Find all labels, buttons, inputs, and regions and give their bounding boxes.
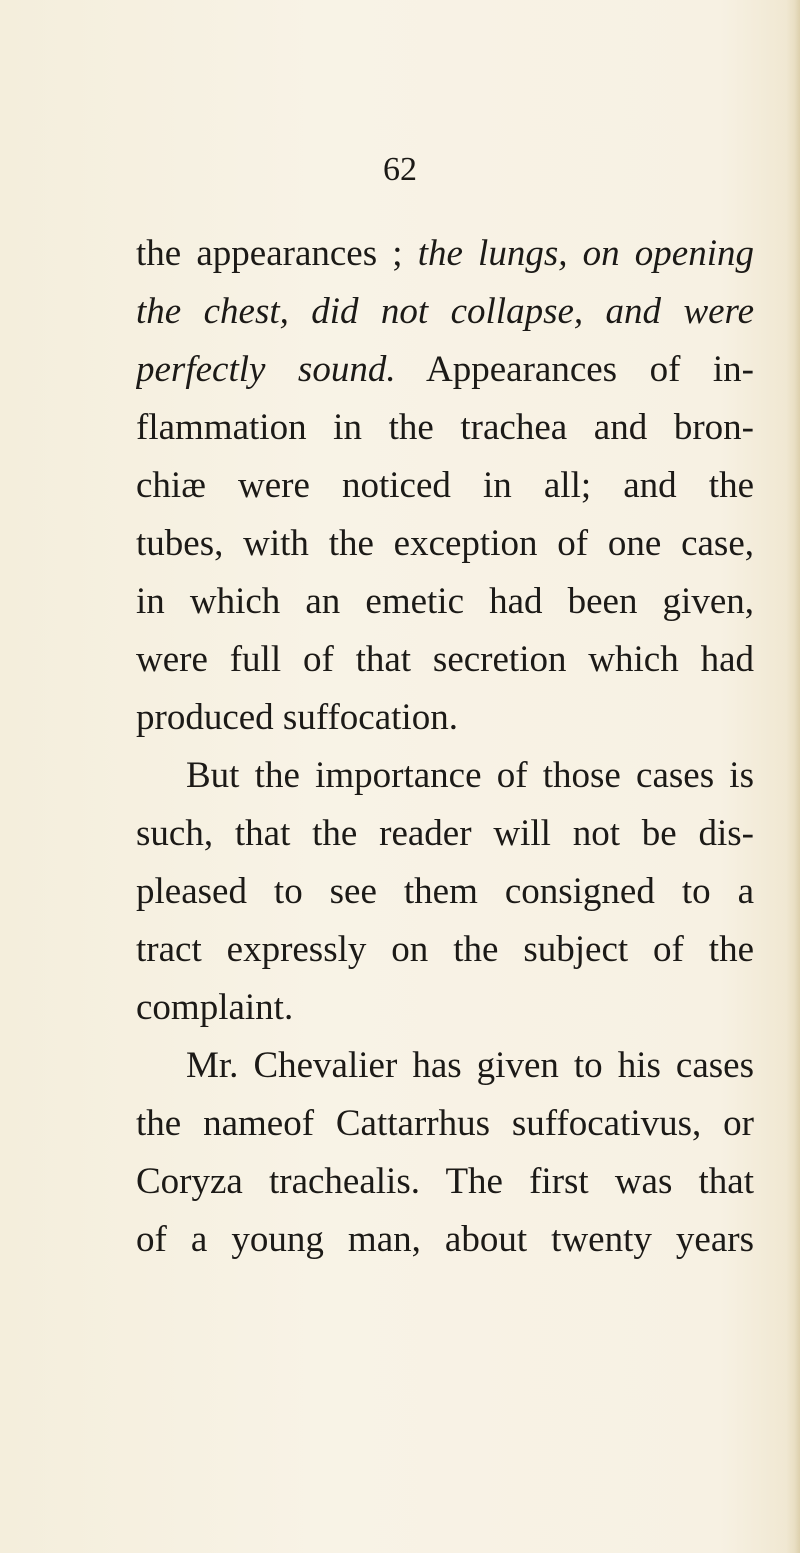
text-segment: tubes, with the exception of one case, [136, 523, 754, 564]
text-segment: Appearances of in- [395, 349, 754, 390]
text-line [136, 341, 754, 399]
text-segment: Mr. Chevalier has given to his cases [186, 1045, 754, 1086]
text-line [136, 399, 754, 457]
text-line [136, 747, 754, 805]
text-segment: of a young man, about twenty years [136, 1219, 754, 1260]
text-line [136, 921, 754, 979]
page-edge-shadow [786, 0, 800, 1553]
text-line [136, 1037, 754, 1095]
italic-text-segment: the lungs, on opening [417, 233, 754, 274]
text-segment: Coryza trachealis. The first was that [136, 1161, 754, 1202]
text-line [136, 689, 754, 747]
body-text [136, 225, 754, 1269]
text-segment: were full of that secretion which had [136, 639, 754, 680]
text-segment: pleased to see them consigned to a [136, 871, 754, 912]
text-line [136, 515, 754, 573]
text-line [136, 573, 754, 631]
text-line [136, 457, 754, 515]
text-line [136, 225, 754, 283]
text-segment: in which an emetic had been given, [136, 581, 754, 622]
text-line [136, 863, 754, 921]
text-segment: produced suffocation. [136, 697, 458, 738]
text-segment: But the importance of those cases is [186, 755, 754, 796]
text-line [136, 805, 754, 863]
text-segment: tract expressly on the subject of the [136, 929, 754, 970]
text-line [136, 1095, 754, 1153]
text-line [136, 283, 754, 341]
text-line [136, 979, 754, 1037]
text-line [136, 631, 754, 689]
text-segment: flammation in the trachea and bron- [136, 407, 754, 448]
text-segment: the appearances ; [136, 233, 418, 274]
page-number: 62 [383, 151, 417, 188]
italic-text-segment: perfectly sound. [136, 349, 396, 390]
text-segment: chiæ were noticed in all; and the [136, 465, 754, 506]
italic-text-segment: the chest, did not collapse, and were [136, 291, 754, 332]
text-segment: such, that the reader will not be dis- [136, 813, 754, 854]
text-segment: the nameof Cattarrhus suffocativus, or [136, 1103, 754, 1144]
text-line [136, 1153, 754, 1211]
text-line [136, 1211, 754, 1269]
text-segment: complaint. [136, 987, 294, 1028]
